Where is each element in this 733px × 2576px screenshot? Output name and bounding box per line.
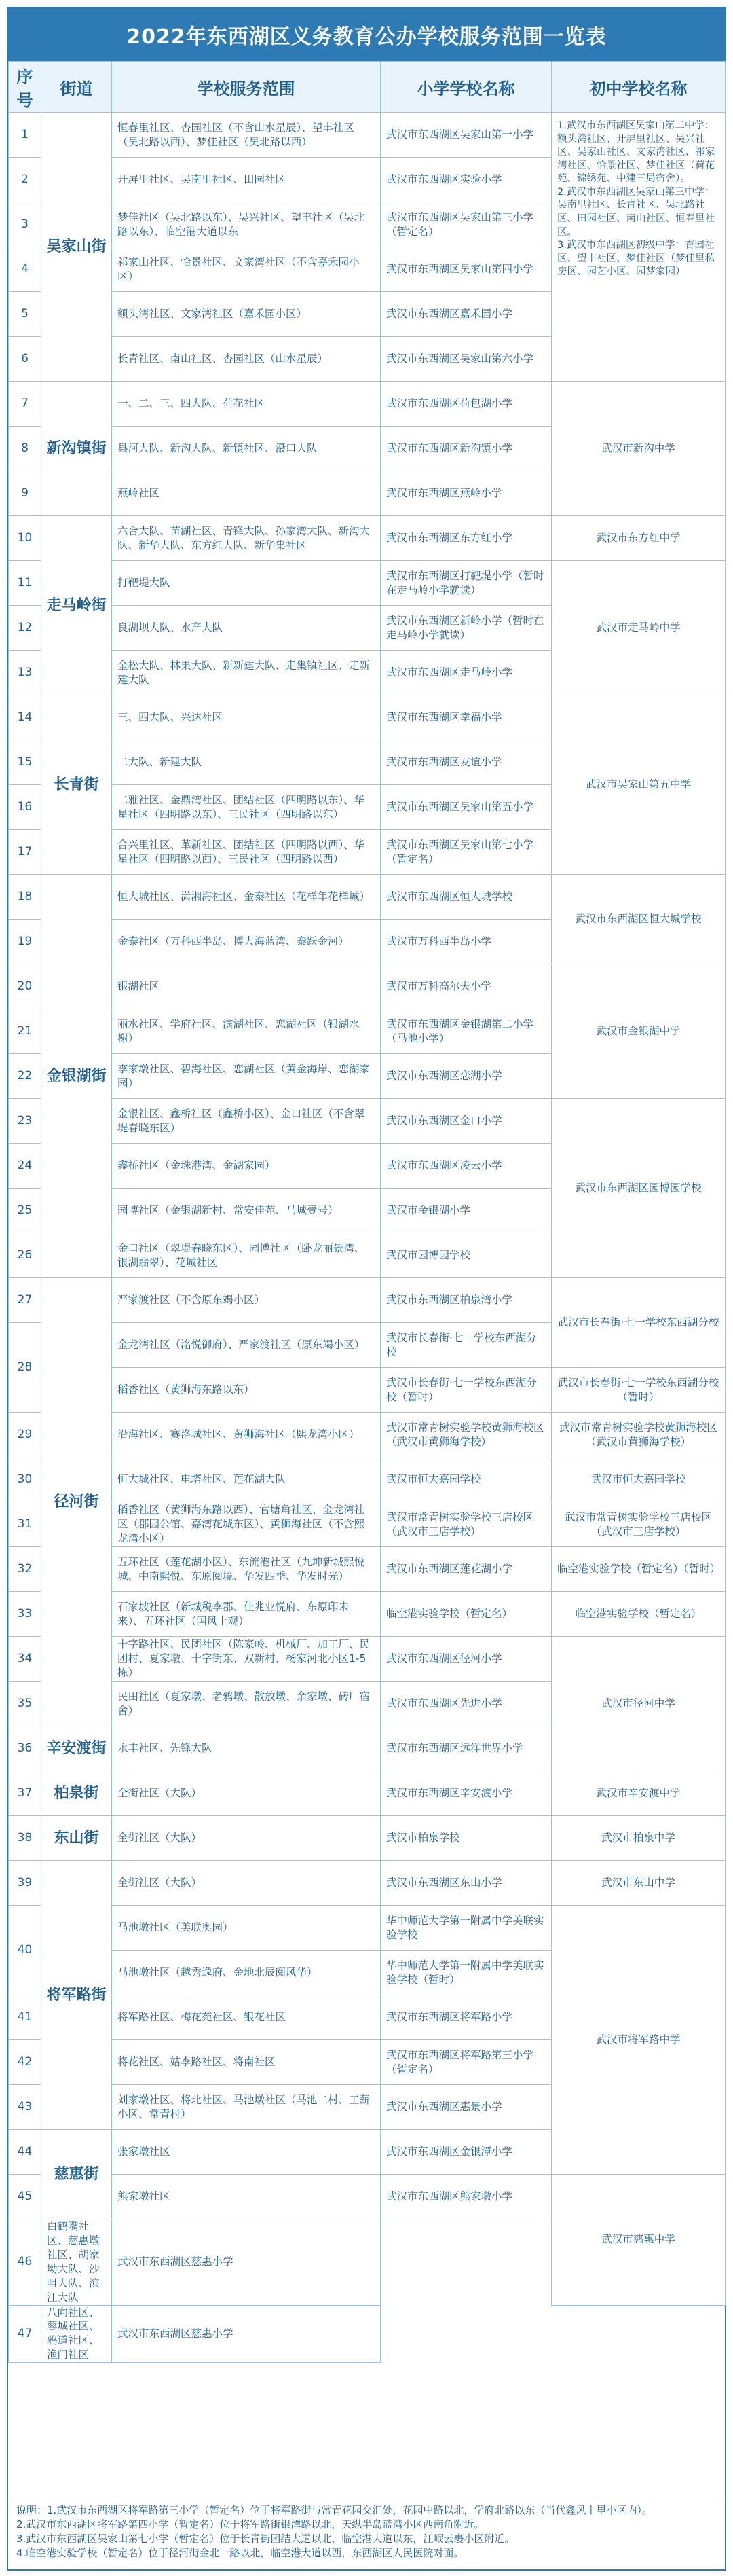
- table-row: [9, 382, 726, 427]
- row-number: 8: [9, 427, 41, 471]
- service-range: 园博社区（金银湖新村、常安佳苑、马城壹号）: [112, 1189, 381, 1233]
- service-range: 沿海社区、赛洛城社区、黄狮海社区（熙龙湾小区）: [112, 1413, 381, 1457]
- primary-school: 武汉市常青树实验学校黄狮海校区（武汉市黄狮海学校）: [381, 1413, 552, 1457]
- primary-school: 武汉市长春街·七一学校东西湖分校（暂时）: [381, 1368, 552, 1413]
- header-primary: 小学学校名称: [381, 62, 552, 113]
- service-range: 马池墩社区（美联奥园）: [112, 1906, 381, 1951]
- primary-school: 武汉市东西湖区荷包湖小学: [381, 382, 552, 427]
- row-number: 35: [9, 1682, 41, 1726]
- service-range: 合兴里社区、革新社区、团结社区（四明路以西）、华星社区（四明路以西）、三民社区（四明路以西）: [112, 830, 381, 875]
- primary-school: 武汉市东西湖区东山小学: [381, 1861, 552, 1906]
- table-row: [9, 516, 726, 561]
- row-number: 25: [9, 1189, 41, 1233]
- service-range: 恒大城社区、潇湘海社区、金泰社区（花样年花样城）: [112, 875, 381, 920]
- service-range: 金泰社区（万科西半岛、博大海蓝湾、泰跃金河）: [112, 920, 381, 964]
- row-number: 12: [9, 606, 41, 651]
- street-name: 东山街: [41, 1816, 112, 1861]
- primary-school: 华中师范大学第一附属中学美联实验学校: [381, 1906, 552, 1951]
- middle-school: 武汉市东西湖区恒大城学校: [552, 875, 726, 964]
- row-number: 1: [9, 113, 41, 158]
- table-row: [9, 695, 726, 740]
- middle-school: 武汉市走马岭中学: [552, 561, 726, 695]
- row-number: 14: [9, 695, 41, 740]
- row-number: 44: [9, 2130, 41, 2175]
- middle-school: 武汉市吴家山第五中学: [552, 695, 726, 875]
- middle-school: 武汉市东西湖区园博园学校: [552, 1099, 726, 1278]
- primary-school: 武汉市东西湖区恋湖小学: [381, 1054, 552, 1099]
- row-number: 40: [9, 1906, 41, 1995]
- service-range: 民田社区（夏家墩、老鸦墩、散放墩、余家墩、砖厂宿舍）: [112, 1682, 381, 1726]
- middle-school: 武汉市常青树实验学校黄狮海校区（武汉市黄狮海学校）: [552, 1413, 726, 1457]
- table-row: [9, 2305, 726, 2363]
- street-name: 将军路街: [41, 1861, 112, 2130]
- note-line: 说明：1.武汉市东西湖区将军路第三小学（暂定名）位于将军路街与常青花园交汇处，花园中路以北，学府北路以东（当代鑫风十里小区内）。: [16, 2504, 652, 2516]
- service-range: 二雅社区、金鼎湾社区、团结社区（四明路以东）、华星社区（四明路以东）、三民社区（四明路以东）: [112, 785, 381, 830]
- row-number: 6: [9, 337, 41, 382]
- service-range: 八向社区、蓉城社区、鸦道社区、渔门社区: [41, 2305, 112, 2363]
- service-range: 鑫桥社区（金珠港湾、金湖家园）: [112, 1144, 381, 1189]
- service-range: 金松大队、林果大队、新新建大队、走集镇社区、走新建大队: [112, 651, 381, 695]
- document: [7, 7, 726, 2571]
- primary-school: 武汉市东西湖区吴家山第一小学: [381, 113, 552, 158]
- primary-school: 武汉市东西湖区友谊小学: [381, 740, 552, 785]
- row-number: 26: [9, 1233, 41, 1278]
- middle-school: 武汉市新沟中学: [552, 382, 726, 516]
- primary-school: 武汉市金银湖小学: [381, 1189, 552, 1233]
- service-range: 二大队、新建大队: [112, 740, 381, 785]
- service-range: 将军路社区、梅花苑社区、银花社区: [112, 1995, 381, 2040]
- primary-school: 武汉市东西湖区柏泉湾小学: [381, 1278, 552, 1323]
- primary-school: 华中师范大学第一附属中学美联实验学校（暂时）: [381, 1951, 552, 1995]
- table-row: [9, 2175, 726, 2219]
- street-name: 柏泉街: [41, 1771, 112, 1816]
- row-number: 9: [9, 471, 41, 516]
- note-line: 2.武汉市东西湖区将军路第四小学（暂定名）位于将军路街银潭路以北，天纵半岛蓝湾小区西南角附近。: [16, 2518, 485, 2530]
- service-range: 良湖坝大队、水产大队: [112, 606, 381, 651]
- row-number: 16: [9, 785, 41, 830]
- row-number: 36: [9, 1726, 41, 1771]
- primary-school: 武汉市东西湖区金口小学: [381, 1099, 552, 1144]
- service-range: 刘家墩社区、将北社区、马池墩社区（马池二村、工薪小区、常青村）: [112, 2085, 381, 2130]
- middle-school: 武汉市金银湖中学: [552, 964, 726, 1099]
- service-range: 六合大队、苗湖社区、青锋大队、孙家湾大队、新沟大队、新华大队、东方红大队、新华集社区: [112, 516, 381, 561]
- primary-school: 武汉市东西湖区新沟镇小学: [381, 427, 552, 471]
- primary-school: 武汉市长春街·七一学校东西湖分校: [381, 1323, 552, 1368]
- primary-school: 武汉市东西湖区打靶堤小学（暂时在走马岭小学就读）: [381, 561, 552, 606]
- street-name: 慈惠街: [41, 2130, 112, 2219]
- row-number: 19: [9, 920, 41, 964]
- primary-school: 武汉市东西湖区实验小学: [381, 158, 552, 202]
- primary-school: 武汉市东西湖区吴家山第三小学（暂定名）: [381, 202, 552, 247]
- service-range-table: [8, 61, 726, 2363]
- middle-school: 武汉市常青树实验学校三店校区（武汉市三店学校）: [552, 1502, 726, 1547]
- row-number: 22: [9, 1054, 41, 1099]
- row-number: 42: [9, 2040, 41, 2085]
- table-row: [9, 1547, 726, 1592]
- row-number: 20: [9, 964, 41, 1009]
- header-row: [9, 62, 726, 113]
- primary-school: 武汉市东西湖区慈惠小学: [112, 2305, 381, 2363]
- primary-school: 武汉市东西湖区新岭小学（暂时在走马岭小学就读）: [381, 606, 552, 651]
- row-number: 45: [9, 2175, 41, 2219]
- service-range: 金口社区（翠堤春晓东区）、园博社区（卧龙丽景湾、银湖翡翠）、花城社区: [112, 1233, 381, 1278]
- middle-school: 武汉市恒大嘉园学校: [552, 1457, 726, 1502]
- street-name: 金银湖街: [41, 875, 112, 1278]
- primary-school: 武汉市园博园学校: [381, 1233, 552, 1278]
- table-row: [9, 1861, 726, 1906]
- row-number: 30: [9, 1457, 41, 1502]
- service-range: 金龙湾社区（洺悦御府）、严家渡社区（原东竭小区）: [112, 1323, 381, 1368]
- primary-school: 武汉市东西湖区将军路小学: [381, 1995, 552, 2040]
- service-range: 李家墩社区、碧海社区、恋湖社区（黄金海岸、恋湖家园）: [112, 1054, 381, 1099]
- primary-school: 武汉市东西湖区嘉禾园小学: [381, 292, 552, 337]
- primary-school: 武汉市万科高尔夫小学: [381, 964, 552, 1009]
- row-number: 24: [9, 1144, 41, 1189]
- service-range: 长青社区、南山社区、杏园社区（山水星辰）: [112, 337, 381, 382]
- middle-school: 武汉市长春街·七一学校东西湖分校: [552, 1278, 726, 1368]
- row-number: 3: [9, 202, 41, 247]
- table-row: [9, 1368, 726, 1413]
- row-number: 5: [9, 292, 41, 337]
- primary-school: 武汉市东西湖区径河小学: [381, 1637, 552, 1682]
- primary-school: 武汉市东西湖区将军路第三小学（暂定名）: [381, 2040, 552, 2085]
- middle-school: 武汉市辛安渡中学: [552, 1771, 726, 1816]
- middle-school: 临空港实验学校（暂定名）: [552, 1592, 726, 1637]
- primary-school: 武汉市万科西半岛小学: [381, 920, 552, 964]
- street-name: 辛安渡街: [41, 1726, 112, 1771]
- service-range: 银湖社区: [112, 964, 381, 1009]
- row-number: 23: [9, 1099, 41, 1144]
- middle-school: 武汉市径河中学: [552, 1637, 726, 1771]
- street-name: 新沟镇街: [41, 382, 112, 516]
- row-number: 29: [9, 1413, 41, 1457]
- header-street: 街道: [41, 62, 112, 113]
- table-row: [9, 1099, 726, 1144]
- row-number: 13: [9, 651, 41, 695]
- row-number: 10: [9, 516, 41, 561]
- table-row: [9, 875, 726, 920]
- primary-school: 临空港实验学校（暂定名）: [381, 1592, 552, 1637]
- primary-school: 武汉市东西湖区吴家山第五小学: [381, 785, 552, 830]
- street-name: 径河街: [41, 1278, 112, 1726]
- row-number: 28: [9, 1323, 41, 1413]
- service-range: 张家墩社区: [112, 2130, 381, 2175]
- service-range: 一、二、三、四大队、荷花社区: [112, 382, 381, 427]
- middle-school: 临空港实验学校（暂定名）（暂时）: [552, 1547, 726, 1592]
- service-range: 开屏里社区、吴南里社区、田园社区: [112, 158, 381, 202]
- street-name: 长青街: [41, 695, 112, 875]
- service-range: 稻香社区（黄狮海东路以东）: [112, 1368, 381, 1413]
- service-range: 马池墩社区（越秀逸府、金地北辰阅风华）: [112, 1951, 381, 1995]
- primary-school: 武汉市柏泉学校: [381, 1816, 552, 1861]
- middle-school: 武汉市将军路中学: [552, 1906, 726, 2175]
- street-name: 吴家山街: [41, 113, 112, 382]
- service-range: 祁家山社区、恰景社区、文家湾社区（不含嘉禾园小区）: [112, 247, 381, 292]
- primary-school: 武汉市东西湖区走马岭小学: [381, 651, 552, 695]
- row-number: 38: [9, 1816, 41, 1861]
- row-number: 18: [9, 875, 41, 920]
- primary-school: 武汉市东西湖区莲花湖小学: [381, 1547, 552, 1592]
- row-number: 31: [9, 1502, 41, 1547]
- middle-school: 1.武汉市东西湖区吴家山第二中学：额头湾社区、开屏里社区、吴兴社区、吴家山社区、文家湾社区、祁家湾社区、恰景社区、梦佳社区（荷花苑、锦绣苑、中建三局宿舍）。 2.武汉市东西湖区吴家山第三中学：吴南里社区、长青社区、吴北路社区、田园社区、南山社区、恒春里社区。 3.武汉市东西湖区初级中学：杏园社区、望丰社区、梦佳社区（梦佳里私房区、园艺小区、园梦家园）: [552, 113, 726, 382]
- service-range: 金银社区、鑫桥社区（鑫桥小区）、金口社区（不含翠堤春晓东区）: [112, 1099, 381, 1144]
- table-row: [9, 1278, 726, 1323]
- primary-school: 武汉市东西湖区惠景小学: [381, 2085, 552, 2130]
- table-row: [9, 1906, 726, 1951]
- table-row: [9, 561, 726, 606]
- row-number: 39: [9, 1861, 41, 1906]
- service-range: 稻香社区（黄狮海东路以西）、官塘角社区、金龙湾社区（郡园公馆、嘉湾花城东区）、黄狮海社区（不含熙龙湾小区）: [112, 1502, 381, 1547]
- row-number: 46: [9, 2219, 41, 2306]
- primary-school: 武汉市东西湖区恒大城学校: [381, 875, 552, 920]
- row-number: 11: [9, 561, 41, 606]
- street-name: 走马岭街: [41, 516, 112, 695]
- service-range: 打靶堤大队: [112, 561, 381, 606]
- table-row: [9, 1457, 726, 1502]
- service-range: 恒大城社区、电塔社区、莲花湖大队: [112, 1457, 381, 1502]
- header-range: 学校服务范围: [112, 62, 381, 113]
- service-range: 熊家墩社区: [112, 2175, 381, 2219]
- note-line: 3.武汉市东西湖区吴家山第七小学（暂定名）位于长青街团结大道以北，临空港大道以东，江岷云裹小区附近。: [16, 2533, 515, 2545]
- service-range: 额头湾社区、文家湾社区（嘉禾园小区）: [112, 292, 381, 337]
- middle-school: 武汉市长春街·七一学校东西湖分校（暂时）: [552, 1368, 726, 1413]
- primary-school: 武汉市东西湖区金银潭小学: [381, 2130, 552, 2175]
- row-number: 34: [9, 1637, 41, 1682]
- row-number: 15: [9, 740, 41, 785]
- primary-school: 武汉市东西湖区熊家墩小学: [381, 2175, 552, 2219]
- note-line: 4.临空港实验学校（暂定名）位于径河街金北一路以北，临空港大道以西，东西湖区人民医院对面。: [16, 2547, 464, 2559]
- middle-school: 武汉市柏泉中学: [552, 1816, 726, 1861]
- primary-school: 武汉市恒大嘉园学校: [381, 1457, 552, 1502]
- service-range: 严家渡社区（不含原东竭小区）: [112, 1278, 381, 1323]
- table-row: [9, 1771, 726, 1816]
- row-number: 7: [9, 382, 41, 427]
- row-number: 32: [9, 1547, 41, 1592]
- primary-school: 武汉市东西湖区吴家山第六小学: [381, 337, 552, 382]
- row-number: 4: [9, 247, 41, 292]
- table-row: [9, 113, 726, 158]
- table-row: [9, 964, 726, 1009]
- service-range: 丽水社区、学府社区、滨湖社区、恋湖社区（银湖水榭）: [112, 1009, 381, 1054]
- service-range: 十字路社区、民团社区（陈家岭、机械厂、加工厂、民团村、夏家墩、十字街东、双新村、杨家河北小区1-5栋）: [112, 1637, 381, 1682]
- service-range: 恒春里社区、杏园社区（不含山水星辰）、望丰社区（吴北路以西）、梦佳社区（吴北路以西）: [112, 113, 381, 158]
- row-number: 17: [9, 830, 41, 875]
- service-range: 梦佳社区（吴北路以东）、吴兴社区、望丰社区（吴北路以东）、临空港大道以东: [112, 202, 381, 247]
- service-range: 将花社区、姑李路社区、将南社区: [112, 2040, 381, 2085]
- service-range: 全街社区（大队）: [112, 1771, 381, 1816]
- table-row: [9, 1502, 726, 1547]
- row-number: 2: [9, 158, 41, 202]
- primary-school: 武汉市东西湖区先进小学: [381, 1682, 552, 1726]
- primary-school: 武汉市东西湖区幸福小学: [381, 695, 552, 740]
- service-range: 全街社区（大队）: [112, 1861, 381, 1906]
- notes: [8, 2499, 725, 2569]
- primary-school: 武汉市东西湖区凌云小学: [381, 1144, 552, 1189]
- service-range: 全街社区（大队）: [112, 1816, 381, 1861]
- table-row: [9, 1592, 726, 1637]
- service-range: 白鹤嘴社区、慈惠墩社区、胡家坳大队、沙咀大队、滨江大队: [41, 2219, 112, 2306]
- service-range: 五环社区（莲花湖小区）、东流港社区（九坤新城熙悦城、中南熙悦、东原阅境、华发四季、华发时光）: [112, 1547, 381, 1592]
- middle-school: 武汉市慈惠中学: [552, 2175, 726, 2306]
- primary-school: 武汉市东西湖区金银湖第二小学（马池小学）: [381, 1009, 552, 1054]
- row-number: 33: [9, 1592, 41, 1637]
- primary-school: 武汉市东西湖区远洋世界小学: [381, 1726, 552, 1771]
- service-range: 县河大队、新沟大队、新镇社区、滠口大队: [112, 427, 381, 471]
- primary-school: 武汉市东西湖区燕岭小学: [381, 471, 552, 516]
- row-number: 37: [9, 1771, 41, 1816]
- primary-school: 武汉市东西湖区慈惠小学: [112, 2219, 381, 2306]
- primary-school: 武汉市常青树实验学校三店校区（武汉市三店学校）: [381, 1502, 552, 1547]
- table-row: [9, 1816, 726, 1861]
- primary-school: 武汉市东西湖区辛安渡小学: [381, 1771, 552, 1816]
- page-title: 2022年东西湖区义务教育公办学校服务范围一览表: [8, 8, 725, 61]
- middle-school: 武汉市东方红中学: [552, 516, 726, 561]
- table-body: [9, 113, 726, 2363]
- service-range: 三、四大队、兴达社区: [112, 695, 381, 740]
- row-number: 27: [9, 1278, 41, 1323]
- service-range: 永丰社区、先锋大队: [112, 1726, 381, 1771]
- primary-school: 武汉市东西湖区东方红小学: [381, 516, 552, 561]
- row-number: 47: [9, 2305, 41, 2363]
- primary-school: 武汉市东西湖区吴家山第七小学（暂定名）: [381, 830, 552, 875]
- row-number: 41: [9, 1995, 41, 2040]
- primary-school: 武汉市东西湖区吴家山第四小学: [381, 247, 552, 292]
- middle-school: 武汉市东山中学: [552, 1861, 726, 1906]
- table-row: [9, 1637, 726, 1682]
- row-number: 21: [9, 1009, 41, 1054]
- header-no: 序号: [9, 62, 41, 113]
- service-range: 石家坡社区（新城税李郡、佳兆业悦府、东原印未来）、五环社区（国风上观）: [112, 1592, 381, 1637]
- table-row: [9, 1413, 726, 1457]
- header-middle: 初中学校名称: [552, 62, 726, 113]
- row-number: 43: [9, 2085, 41, 2130]
- service-range: 燕岭社区: [112, 471, 381, 516]
